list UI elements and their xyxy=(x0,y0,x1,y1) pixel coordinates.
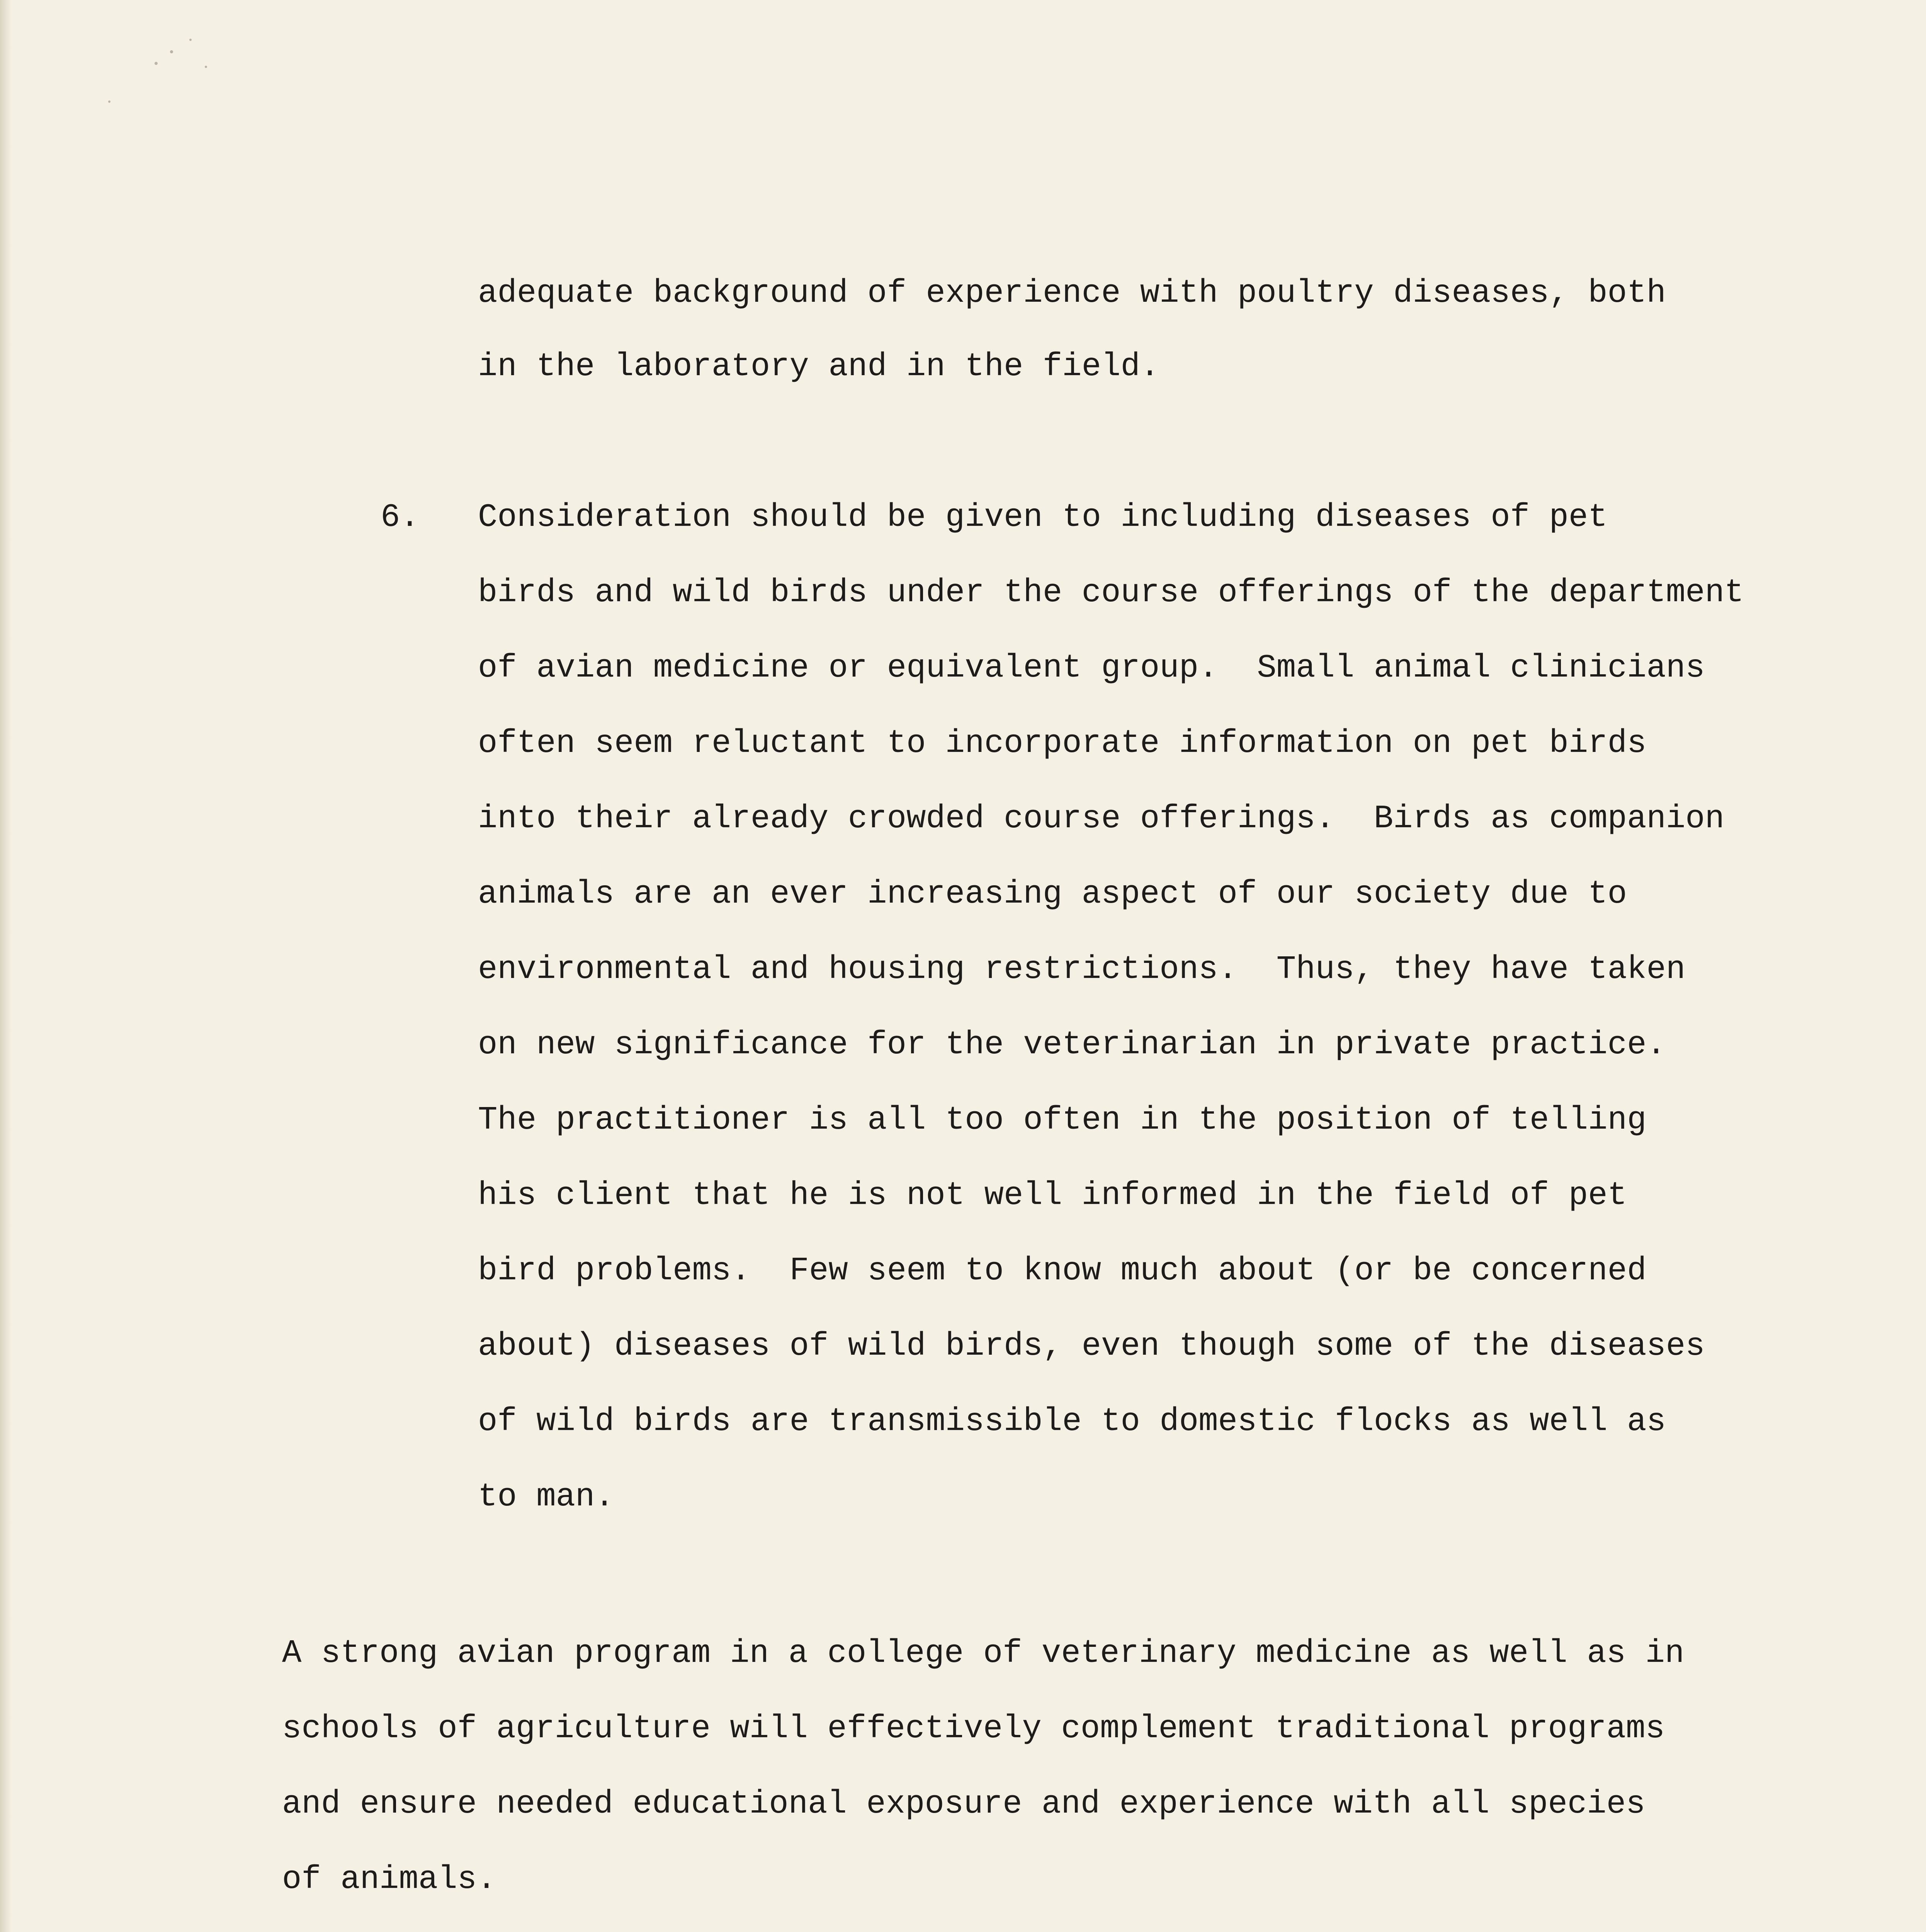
item6-line: of avian medicine or equivalent group. Small animal clinicians xyxy=(478,650,1705,687)
item6-line: of wild birds are transmissible to domestic flocks as well as xyxy=(478,1403,1666,1440)
item6-line: Consideration should be given to including diseases of pet xyxy=(478,499,1608,536)
item6-line: to man. xyxy=(478,1479,614,1515)
item-number: 6. xyxy=(381,499,420,536)
item6-line: about) diseases of wild birds, even though some of the diseases xyxy=(478,1328,1705,1365)
page-edge-shadow xyxy=(0,0,12,1932)
item6-line: often seem reluctant to incorporate information on pet birds xyxy=(478,725,1647,762)
item6-line: environmental and housing restrictions. Thus, they have taken xyxy=(478,951,1686,988)
continuation-line: in the laboratory and in the field. xyxy=(478,349,1160,385)
item6-line: animals are an ever increasing aspect of our society due to xyxy=(478,876,1627,913)
paragraph-line: of animals. xyxy=(282,1861,496,1898)
item6-line: The practitioner is all too often in the position of telling xyxy=(478,1102,1647,1139)
paragraph-line: A strong avian program in a college of veterinary medicine as well as in xyxy=(282,1635,1685,1672)
item6-line: into their already crowded course offerings. Birds as companion xyxy=(478,801,1725,837)
continuation-line: adequate background of experience with poultry diseases, both xyxy=(478,275,1666,312)
item6-line: on new significance for the veterinarian in private practice. xyxy=(478,1027,1666,1063)
item6-line: birds and wild birds under the course offerings of the department xyxy=(478,575,1744,611)
paper-specks xyxy=(147,23,232,100)
paragraph-line: schools of agriculture will effectively complement traditional programs xyxy=(282,1711,1665,1747)
item6-line: his client that he is not well informed in the field of pet xyxy=(478,1177,1627,1214)
item6-line: bird problems. Few seem to know much about (or be concerned xyxy=(478,1253,1647,1289)
paragraph-line: and ensure needed educational exposure and experience with all species xyxy=(282,1786,1646,1823)
